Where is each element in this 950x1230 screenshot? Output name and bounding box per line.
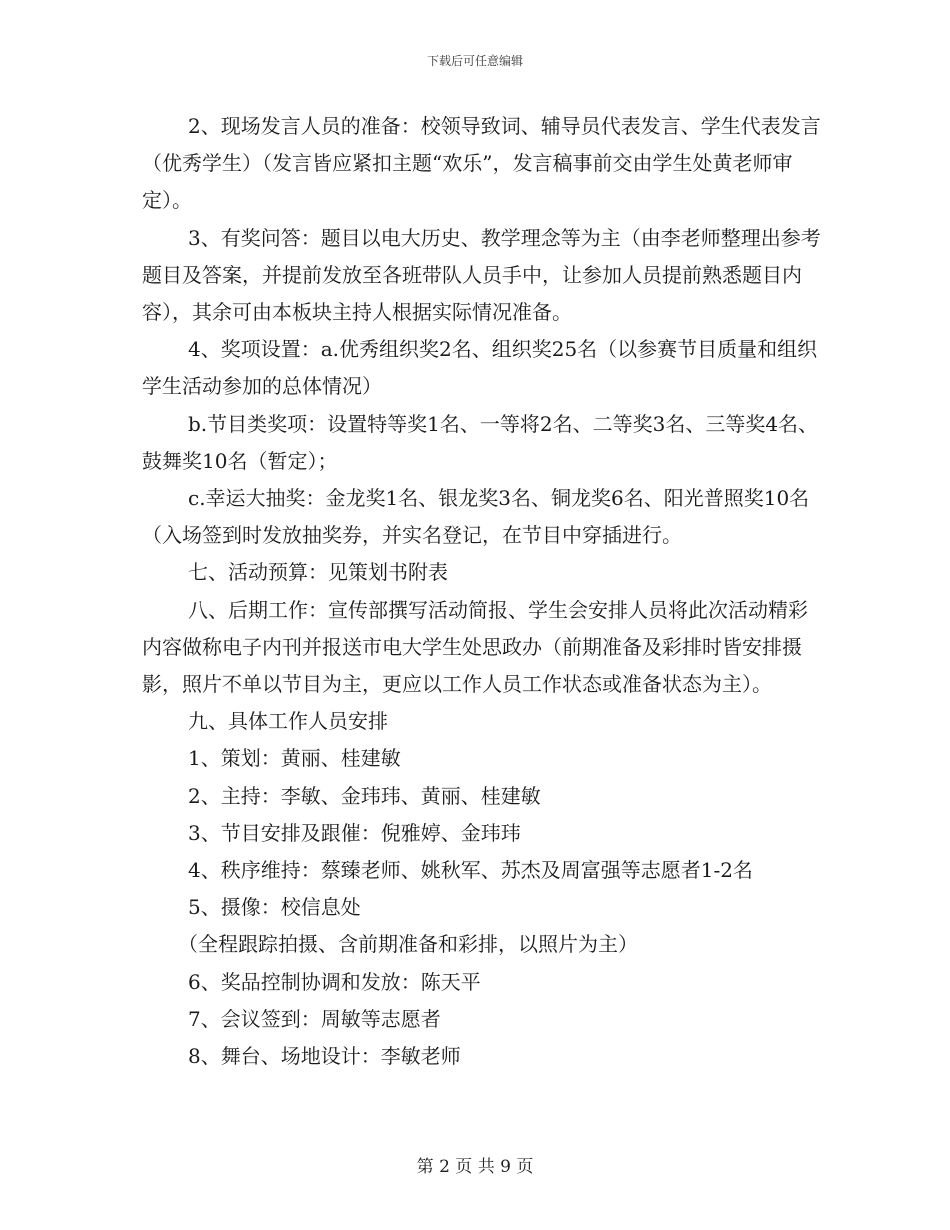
staff-item-stage: 8、舞台、场地设计：李敏老师 — [188, 1044, 461, 1069]
paragraph-awards-c: c.幸运大抽奖：金龙奖1名、银龙奖3名、铜龙奖6名、阳光普照奖10名（入场签到时发放抽奖券，并实名登记，在节目中穿插进行。 — [142, 486, 810, 548]
staff-item-order: 4、秩序维持：蔡臻老师、姚秋军、苏杰及周富强等志愿者1-2名 — [188, 858, 753, 883]
paragraph-quiz: 3、有奖问答：题目以电大历史、教学理念等为主（由李老师整理出参考题目及答案，并提前发放至各班带队人员手中，让参加人员提前熟悉题目内容），其余可由本板块主持人根据实际情况准备。 — [142, 225, 821, 325]
staff-item-camera-note: （全程跟踪拍摄、含前期准备和彩排，以照片为主） — [178, 932, 638, 957]
document-body — [142, 108, 822, 1075]
paragraph-speakers: 2、现场发言人员的准备：校领导致词、辅导员代表发言、学生代表发言（优秀学生）（发言皆应紧扣主题“欢乐”，发言稿事前交由学生处黄老师审定）。 — [142, 114, 821, 213]
staff-item-planning: 1、策划：黄丽、桂建敏 — [188, 746, 401, 771]
page-footer: 第 2 页 共 9 页 — [416, 1157, 534, 1177]
page-header: 下载后可任意编辑 — [426, 54, 523, 68]
paragraph-awards-b: b.节目类奖项：设置特等奖1名、一等将2名、二等奖3名、三等奖4名、鼓舞奖10名（暂定）； — [142, 411, 819, 473]
staff-item-signin: 7、会议签到：周敏等志愿者 — [188, 1006, 441, 1031]
paragraph-staff-heading: 九、具体工作人员安排 — [188, 709, 388, 734]
staff-item-prizes: 6、奖品控制协调和发放：陈天平 — [188, 969, 481, 994]
paragraph-awards-a: 4、奖项设置：a.优秀组织奖2名、组织奖25名（以参赛节目质量和组织学生活动参加的总体情况） — [142, 337, 818, 399]
staff-item-host: 2、主持：李敏、金玮玮、黄丽、桂建敏 — [188, 783, 541, 808]
paragraph-budget: 七、活动预算：见策划书附表 — [188, 560, 448, 585]
paragraph-followup: 八、后期工作：宣传部撰写活动简报、学生会安排人员将此次活动精彩内容做称电子内刊并报送市电大学生处思政办（前期准备及彩排时皆安排摄影，照片不单以节目为主，更应以工作人员工作状态或准备状态为主）。 — [142, 597, 808, 697]
staff-item-camera: 5、摄像：校信息处 — [188, 895, 361, 920]
staff-item-program: 3、节目安排及跟催：倪雅婷、金玮玮 — [188, 820, 521, 845]
